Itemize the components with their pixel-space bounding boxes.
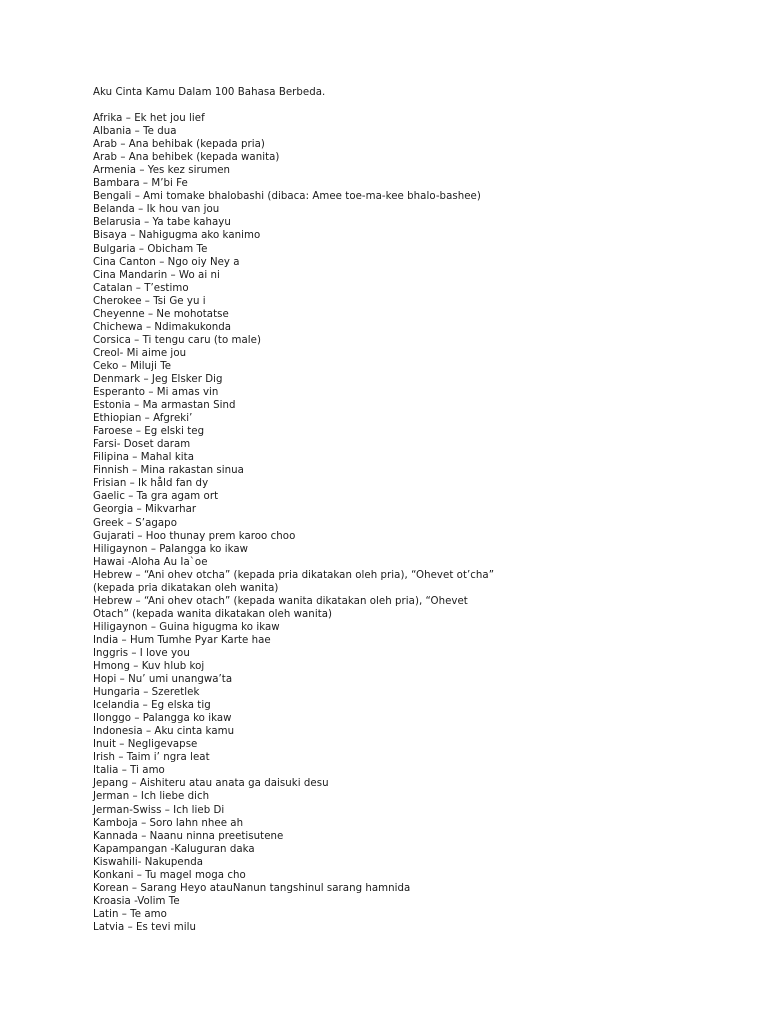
list-item: Kamboja – Soro lahn nhee ah xyxy=(93,817,244,829)
list-item: Albania – Te dua xyxy=(93,126,177,138)
list-item: Cheyenne – Ne mohotatse xyxy=(93,308,229,320)
list-item: Faroese – Eg elski teg xyxy=(93,426,205,438)
list-item: Latvia – Es tevi milu xyxy=(93,921,197,933)
list-item: Konkani – Tu magel moga cho xyxy=(93,869,246,881)
list-item: Greek – S’agapo xyxy=(93,517,177,529)
list-item: Hmong – Kuv hlub koj xyxy=(93,661,205,673)
list-item: Esperanto – Mi amas vin xyxy=(93,387,219,399)
list-item: Jerman – Ich liebe dich xyxy=(93,791,210,803)
list-item: Hawai -Aloha Au Ia`oe xyxy=(93,556,208,568)
list-item: Afrika – Ek het jou lief xyxy=(93,113,205,125)
list-item: Latin – Te amo xyxy=(93,908,167,920)
list-item: Kannada – Naanu ninna preetisutene xyxy=(93,830,284,842)
list-item: Bambara – M’bi Fe xyxy=(93,178,188,190)
list-item: Chichewa – Ndimakukonda xyxy=(93,321,232,333)
list-item: Belanda – Ik hou van jou xyxy=(93,204,220,216)
list-item: Hungaria – Szeretlek xyxy=(93,687,200,699)
list-item: Gaelic – Ta gra agam ort xyxy=(93,491,219,503)
list-item: Hopi – Nu’ umi unangwa’ta xyxy=(93,674,233,686)
list-item: Belarusia – Ya tabe kahayu xyxy=(93,217,231,229)
list-item: Ilonggo – Palangga ko ikaw xyxy=(93,713,232,725)
list-item: Frisian – Ik håld fan dy xyxy=(93,478,209,490)
list-item: Filipina – Mahal kita xyxy=(93,452,194,464)
list-item: Armenia – Yes kez sirumen xyxy=(93,165,231,177)
list-item: Italia – Ti amo xyxy=(93,765,165,777)
list-item: Icelandia – Eg elska tig xyxy=(93,700,211,712)
list-item: India – Hum Tumhe Pyar Karte hae xyxy=(93,634,271,646)
list-item: Hebrew – “Ani ohev otach” (kepada wanita dikatakan oleh pria), “Ohevet Otach” (kepada wanita dikatakan oleh wanita) xyxy=(93,595,468,620)
list-item: Arab – Ana behibek (kepada wanita) xyxy=(93,152,280,164)
list-item: Hiligaynon – Guina higugma ko ikaw xyxy=(93,621,280,633)
list-item: Georgia – Mikvarhar xyxy=(93,504,197,516)
list-item: Bulgaria – Obicham Te xyxy=(93,243,208,255)
list-item: Korean – Sarang Heyo atauNanun tangshinul sarang hamnida xyxy=(93,882,411,894)
list-item: Corsica – Ti tengu caru (to male) xyxy=(93,334,262,346)
list-item: Kroasia -Volim Te xyxy=(93,895,180,907)
list-item: Ethiopian – Afgreki’ xyxy=(93,413,193,425)
list-item: Gujarati – Hoo thunay prem karoo choo xyxy=(93,530,296,542)
list-item: Inggris – I love you xyxy=(93,647,190,659)
list-item: Hebrew – “Ani ohev otcha” (kepada pria dikatakan oleh pria), “Ohevet ot’cha” (kepada pria dikatakan oleh wanita) xyxy=(93,569,495,594)
list-item: Creol- Mi aime jou xyxy=(93,347,187,359)
list-item: Kiswahili- Nakupenda xyxy=(93,856,204,868)
list-item: Jepang – Aishiteru atau anata ga daisuki desu xyxy=(93,778,329,790)
list-item: Cherokee – Tsi Ge yu i xyxy=(93,295,206,307)
document-page xyxy=(93,86,513,934)
list-item: Irish – Taim i’ ngra leat xyxy=(93,752,210,764)
list-item: Bisaya – Nahigugma ako kanimo xyxy=(93,230,261,242)
language-list xyxy=(93,112,513,934)
list-item: Hiligaynon – Palangga ko ikaw xyxy=(93,543,249,555)
list-item: Arab – Ana behibak (kepada pria) xyxy=(93,139,265,151)
list-item: Indonesia – Aku cinta kamu xyxy=(93,726,235,738)
list-item: Inuit – Negligevapse xyxy=(93,739,198,751)
list-item: Finnish – Mina rakastan sinua xyxy=(93,465,244,477)
list-item: Cina Mandarin – Wo ai ni xyxy=(93,269,220,281)
list-item: Jerman-Swiss – Ich lieb Di xyxy=(93,804,225,816)
list-item: Denmark – Jeg Elsker Dig xyxy=(93,373,223,385)
list-item: Kapampangan -Kaluguran daka xyxy=(93,843,255,855)
list-item: Bengali – Ami tomake bhalobashi (dibaca: Amee toe-ma-kee bhalo-bashee) xyxy=(93,191,481,203)
list-item: Ceko – Miluji Te xyxy=(93,360,172,372)
list-item: Cina Canton – Ngo oiy Ney a xyxy=(93,256,240,268)
list-item: Estonia – Ma armastan Sind xyxy=(93,400,236,412)
list-item: Catalan – T’estimo xyxy=(93,282,189,294)
document-title: Aku Cinta Kamu Dalam 100 Bahasa Berbeda. xyxy=(93,87,326,98)
list-item: Farsi- Doset daram xyxy=(93,439,191,451)
